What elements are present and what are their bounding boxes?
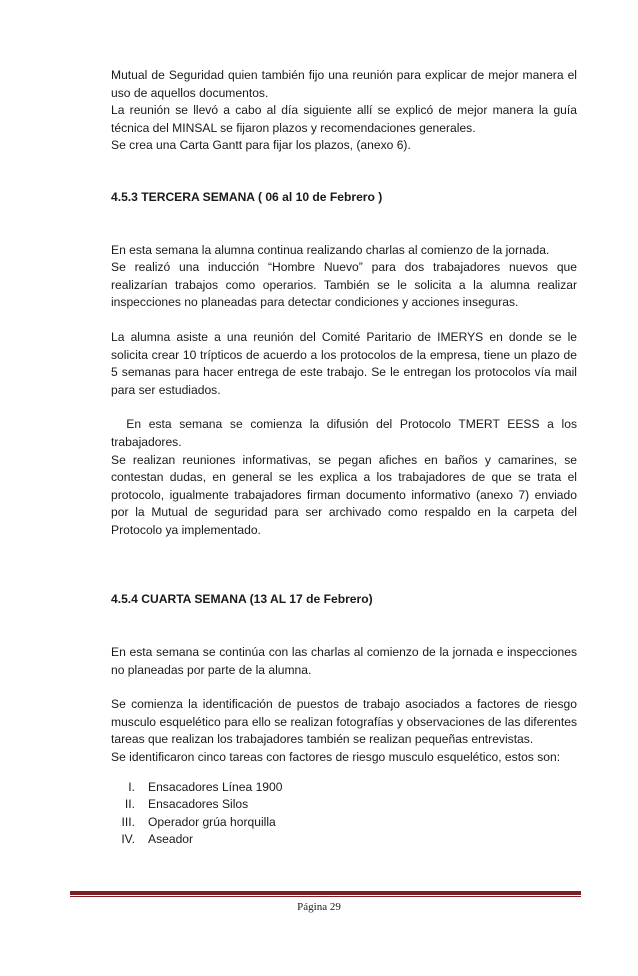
list-item-text: Ensacadores Línea 1900 [148,779,283,794]
section-heading-tercera-semana: 4.5.3 TERCERA SEMANA ( 06 al 10 de Febrero ) [111,189,383,204]
task-list [111,779,577,849]
paragraph: Mutual de Seguridad quien también fijo una reunión para explicar de mejor manera el uso de aquellos documentos. [111,68,577,100]
paragraph: Se comienza la identificación de puestos de trabajo asociados a factores de riesgo musculo esquelético para ello se realizan fotografías y observaciones de las diferentes tareas que realizan los trabajadores también se realizan pequeñas entrevistas. [111,697,577,747]
list-item [111,831,577,849]
paragraph: Se identificaron cinco tareas con factores de riesgo musculo esquelético, estos son: [111,750,561,765]
paragraph: La alumna asiste a una reunión del Comité Paritario de IMERYS en donde se le solicita crear 10 trípticos de acuerdo a los protocolos de la empresa, tiene un plazo de 5 semanas para hacer entrega de este trabajo. Se le entregan los protocolos vía mail para ser estudiados. [111,329,577,397]
paragraph: Se realizan reuniones informativas, se pegan afiches en baños y camarines, se contestan dudas, en general se les explica a los trabajadores de que se trata el protocolo, igualmente trabajadores firman documento informativo (anexo 7) enviado por la Mutual de seguridad para ser archivado como respaldo en la carpeta del Protocolo ya implementado. [111,452,577,537]
paragraph: La reunión se llevó a cabo al día siguiente allí se explicó de mejor manera la guía técnica del MINSAL se fijaron plazos y recomendaciones generales. [111,103,577,135]
paragraph: En esta semana se comienza la difusión del Protocolo TMERT EESS a los trabajadores. [111,417,581,449]
list-number: II. [124,797,135,812]
paragraph: En esta semana se continúa con las charlas al comienzo de la jornada e inspecciones no planeadas por parte de la alumna. [111,645,577,677]
list-item-text: Aseador [148,832,194,847]
footer-divider-thin [70,896,581,897]
list-item [111,779,577,797]
section-heading-cuarta-semana: 4.5.4 CUARTA SEMANA (13 AL 17 de Febrero) [111,592,373,607]
paragraph: Se realizó una inducción “Hombre Nuevo” para dos trabajadores nuevos que realizarían trabajos como operarios. También se le solicita a la alumna realizar inspecciones no planeadas para detectar condiciones y acciones inseguras. [111,260,577,310]
list-number: I. [128,779,135,794]
footer-divider [70,891,581,895]
page-content [111,67,581,849]
list-item-text: Ensacadores Silos [148,797,249,812]
list-item-text: Operador grúa horquilla [148,814,276,829]
paragraph: En esta semana la alumna continua realizando charlas al comienzo de la jornada. [111,242,550,257]
list-item [111,814,577,832]
list-number: III. [121,814,135,829]
page-number: Página 29 [297,901,341,913]
list-number: IV. [121,832,135,847]
list-item [111,796,577,814]
paragraph: Se crea una Carta Gantt para fijar los plazos, (anexo 6). [111,138,411,153]
